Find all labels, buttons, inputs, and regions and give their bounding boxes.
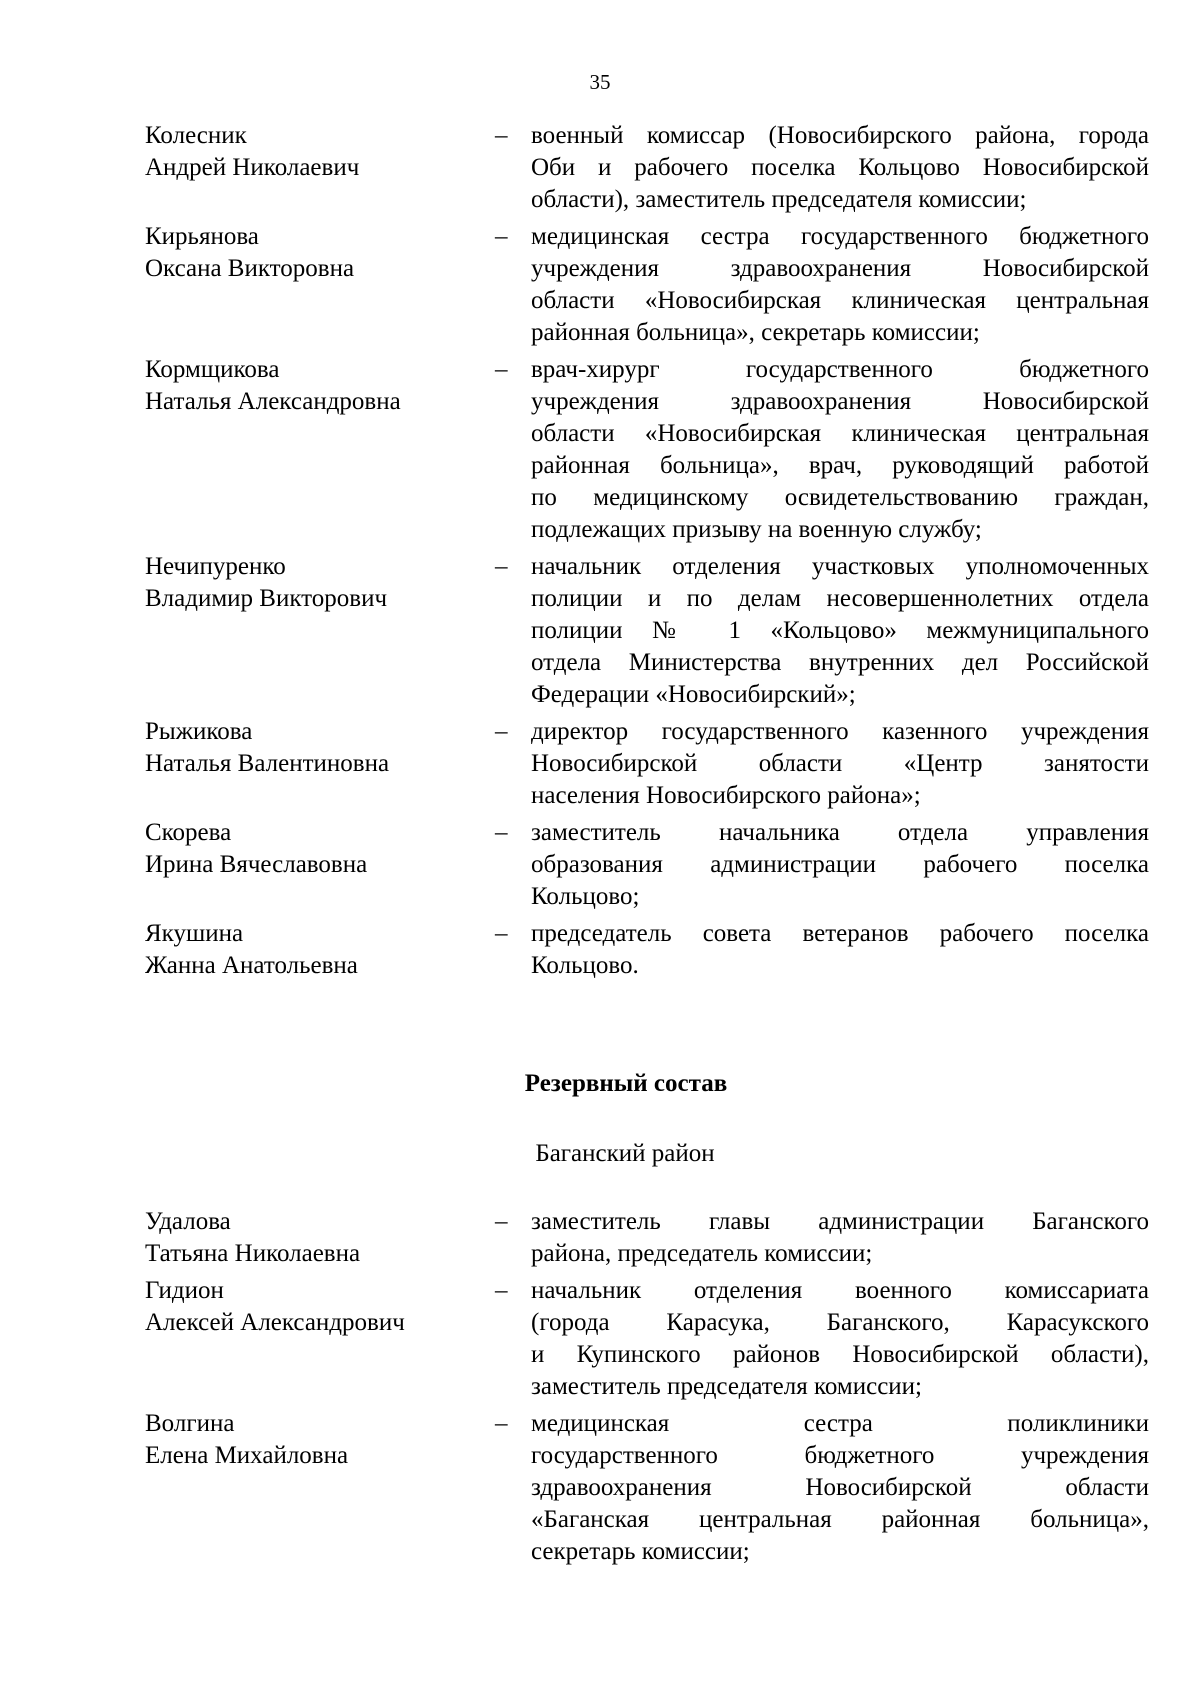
dash-separator: – (495, 819, 508, 846)
position-line: учреждения здравоохранения Новосибирской (531, 388, 1149, 415)
member-position (531, 354, 1149, 546)
member-position (531, 1408, 1149, 1568)
position-line: здравоохранения Новосибирской области (531, 1474, 1149, 1501)
dash-separator: – (495, 223, 508, 250)
member-name (145, 120, 495, 184)
member-entry (0, 551, 1200, 711)
position-line: по медицинскому освидетельствованию граждан, (531, 484, 1149, 511)
member-entry (0, 1408, 1200, 1568)
page-number: 35 (589, 70, 611, 94)
member-surname: Скорева (145, 819, 232, 846)
member-entry (0, 1275, 1200, 1403)
dash-separator: – (495, 1277, 508, 1304)
member-name (145, 817, 495, 881)
commission-member-list (0, 120, 1200, 987)
dash-separator: – (495, 718, 508, 745)
dash-separator: – (495, 553, 508, 580)
position-line: населения Новосибирского района»; (531, 782, 921, 809)
reserve-member-list (0, 1206, 1200, 1573)
member-position (531, 120, 1149, 216)
member-given-names: Алексей Александрович (145, 1309, 405, 1336)
dash-separator: – (495, 1208, 508, 1235)
position-line: Оби и рабочего поселка Кольцово Новосибирской (531, 154, 1149, 181)
member-position (531, 1206, 1149, 1270)
dash-separator: – (495, 1410, 508, 1437)
member-given-names: Жанна Анатольевна (145, 952, 358, 979)
position-line: учреждения здравоохранения Новосибирской (531, 255, 1149, 282)
member-name (145, 1206, 495, 1270)
member-surname: Нечипуренко (145, 553, 286, 580)
position-line: Федерации «Новосибирский»; (531, 681, 856, 708)
member-entry (0, 221, 1200, 349)
position-line: заместитель главы администрации Баганского (531, 1208, 1149, 1235)
reserve-heading: Резервный состав (524, 1070, 728, 1097)
position-line: секретарь комиссии; (531, 1538, 750, 1565)
position-line: отдела Министерства внутренних дел Российской (531, 649, 1149, 676)
member-name (145, 918, 495, 982)
position-line: директор государственного казенного учреждения (531, 718, 1149, 745)
member-position (531, 716, 1149, 812)
member-surname: Рыжикова (145, 718, 253, 745)
member-entry (0, 354, 1200, 546)
member-surname: Удалова (145, 1208, 231, 1235)
position-line: заместитель председателя комиссии; (531, 1373, 923, 1400)
member-given-names: Татьяна Николаевна (145, 1240, 361, 1267)
position-line: области «Новосибирская клиническая центральная (531, 420, 1149, 447)
position-line: Кольцово; (531, 883, 640, 910)
position-line: (города Карасука, Баганского, Карасукского (531, 1309, 1149, 1336)
member-surname: Колесник (145, 122, 247, 149)
member-position (531, 1275, 1149, 1403)
position-line: и Купинского районов Новосибирской области), (531, 1341, 1149, 1368)
position-line: медицинская сестра поликлиники (531, 1410, 1149, 1437)
member-name (145, 1275, 495, 1339)
member-entry (0, 120, 1200, 216)
position-line: начальник отделения участковых уполномоченных (531, 553, 1149, 580)
member-position (531, 817, 1149, 913)
member-surname: Кормщикова (145, 356, 280, 383)
member-given-names: Владимир Викторович (145, 585, 388, 612)
position-line: области), заместитель председателя комиссии; (531, 186, 1027, 213)
position-line: военный комиссар (Новосибирского района, города (531, 122, 1149, 149)
member-surname: Гидион (145, 1277, 224, 1304)
dash-separator: – (495, 920, 508, 947)
member-entry (0, 817, 1200, 913)
position-line: района, председатель комиссии; (531, 1240, 873, 1267)
member-given-names: Оксана Викторовна (145, 255, 355, 282)
position-line: Кольцово. (531, 952, 639, 979)
member-given-names: Ирина Вячеславовна (145, 851, 368, 878)
member-entry (0, 1206, 1200, 1270)
district-heading: Баганский район (535, 1140, 715, 1167)
member-position (531, 551, 1149, 711)
position-line: образования администрации рабочего поселка (531, 851, 1149, 878)
position-line: медицинская сестра государственного бюджетного (531, 223, 1149, 250)
member-surname: Кирьянова (145, 223, 259, 250)
dash-separator: – (495, 122, 508, 149)
member-entry (0, 716, 1200, 812)
member-surname: Волгина (145, 1410, 235, 1437)
position-line: районная больница», секретарь комиссии; (531, 319, 980, 346)
member-name (145, 1408, 495, 1472)
member-entry (0, 918, 1200, 982)
member-given-names: Наталья Александровна (145, 388, 401, 415)
member-surname: Якушина (145, 920, 244, 947)
position-line: государственного бюджетного учреждения (531, 1442, 1149, 1469)
member-name (145, 221, 495, 285)
position-line: области «Новосибирская клиническая центральная (531, 287, 1149, 314)
position-line: полиции № 1 «Кольцово» межмуниципального (531, 617, 1149, 644)
dash-separator: – (495, 356, 508, 383)
member-given-names: Андрей Николаевич (145, 154, 360, 181)
position-line: начальник отделения военного комиссариата (531, 1277, 1149, 1304)
member-position (531, 918, 1149, 982)
member-given-names: Наталья Валентиновна (145, 750, 390, 777)
member-position (531, 221, 1149, 349)
member-name (145, 551, 495, 615)
position-line: заместитель начальника отдела управления (531, 819, 1149, 846)
position-line: Новосибирской области «Центр занятости (531, 750, 1149, 777)
position-line: подлежащих призыву на военную службу; (531, 516, 982, 543)
position-line: председатель совета ветеранов рабочего поселка (531, 920, 1149, 947)
position-line: полиции и по делам несовершеннолетних отдела (531, 585, 1149, 612)
member-name (145, 716, 495, 780)
position-line: районная больница», врач, руководящий работой (531, 452, 1149, 479)
position-line: «Баганская центральная районная больница», (531, 1506, 1149, 1533)
position-line: врач-хирург государственного бюджетного (531, 356, 1149, 383)
member-given-names: Елена Михайловна (145, 1442, 349, 1469)
member-name (145, 354, 495, 418)
